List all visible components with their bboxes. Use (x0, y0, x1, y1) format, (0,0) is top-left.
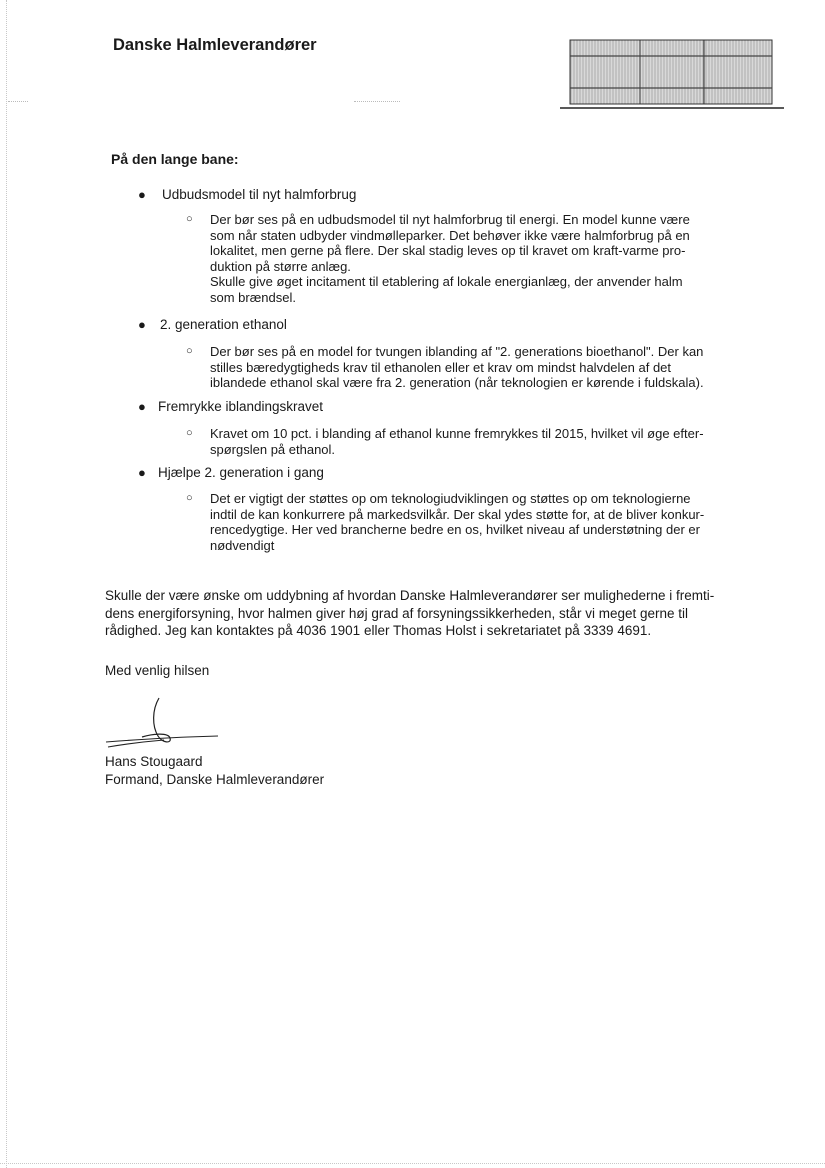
list-item-text: Der bør ses på en model for tvungen iblanding af "2. generations bioethanol". Der kan stilles bæredygtigheds krav til ethanolen eller et krav om mindst halvdelen af det iblandede ethanol skal være fra 2. generation (når teknologien er kørende i fuldskala). (210, 344, 704, 390)
bullet-icon: ● (138, 317, 146, 332)
list-item-label: Hjælpe 2. generation i gang (158, 465, 324, 480)
closing-paragraph: Skulle der være ønske om uddybning af hvordan Danske Halmleverandører ser mulighederne i fremti- dens energiforsyning, hvor halmen giver høj grad af forsyningssikkerheden, står vi meget gerne til rådighed. Jeg kan kontaktes på 4036 1901 eller Thomas Holst i sekretariatet på 3339 4691. (105, 588, 715, 638)
circle-bullet-icon: ○ (186, 492, 193, 504)
organization-name: Danske Halmleverandører (113, 36, 317, 54)
scan-mark (354, 101, 400, 102)
signer-name: Hans Stougaard (105, 754, 203, 769)
list-item-label: 2. generation ethanol (160, 317, 287, 332)
circle-bullet-icon: ○ (186, 213, 193, 225)
bullet-icon: ● (138, 187, 146, 202)
bullet-icon: ● (138, 465, 146, 480)
list-item-label: Fremrykke iblandingskravet (158, 399, 324, 414)
signer-title: Formand, Danske Halmleverandører (105, 772, 325, 787)
circle-bullet-icon: ○ (186, 345, 193, 357)
list-item-text: Der bør ses på en udbudsmodel til nyt halmforbrug til energi. En model kunne være som når staten udbyder vindmølleparker. Det behøver ikke være halmforbrug på en lokalitet, men gerne på flere. Der skal stadig leves op til kravet om kraft-varme pro- duktion på større anlæg. Skulle give øget incitament til etablering af lokale energianlæg, der anvender halm som brændsel. (210, 212, 690, 305)
scan-edge-bottom (0, 1163, 825, 1164)
handwritten-signature (102, 696, 222, 756)
list-item-text: Kravet om 10 pct. i blanding af ethanol kunne fremrykkes til 2015, hvilket vil øge efter- spørgslen på ethanol. (210, 426, 704, 457)
straw-bales-logo (558, 34, 786, 114)
section-heading: På den lange bane: (111, 151, 239, 167)
list-item-text: Det er vigtigt der støttes op om teknologiudviklingen og støttes op om teknologierne indtil de kan konkurrere på markedsvilkår. Der skal ydes støtte for, at de bliver konkur- rencedygtige. Her ved brancherne bedre en os, hvilket niveau af understøtning der er nødvendigt (210, 491, 705, 553)
scan-mark (8, 101, 28, 102)
bullet-icon: ● (138, 399, 146, 414)
circle-bullet-icon: ○ (186, 427, 193, 439)
scan-edge-left (6, 0, 7, 1168)
list-item-label: Udbudsmodel til nyt halmforbrug (162, 187, 357, 202)
greeting: Med venlig hilsen (105, 663, 210, 678)
